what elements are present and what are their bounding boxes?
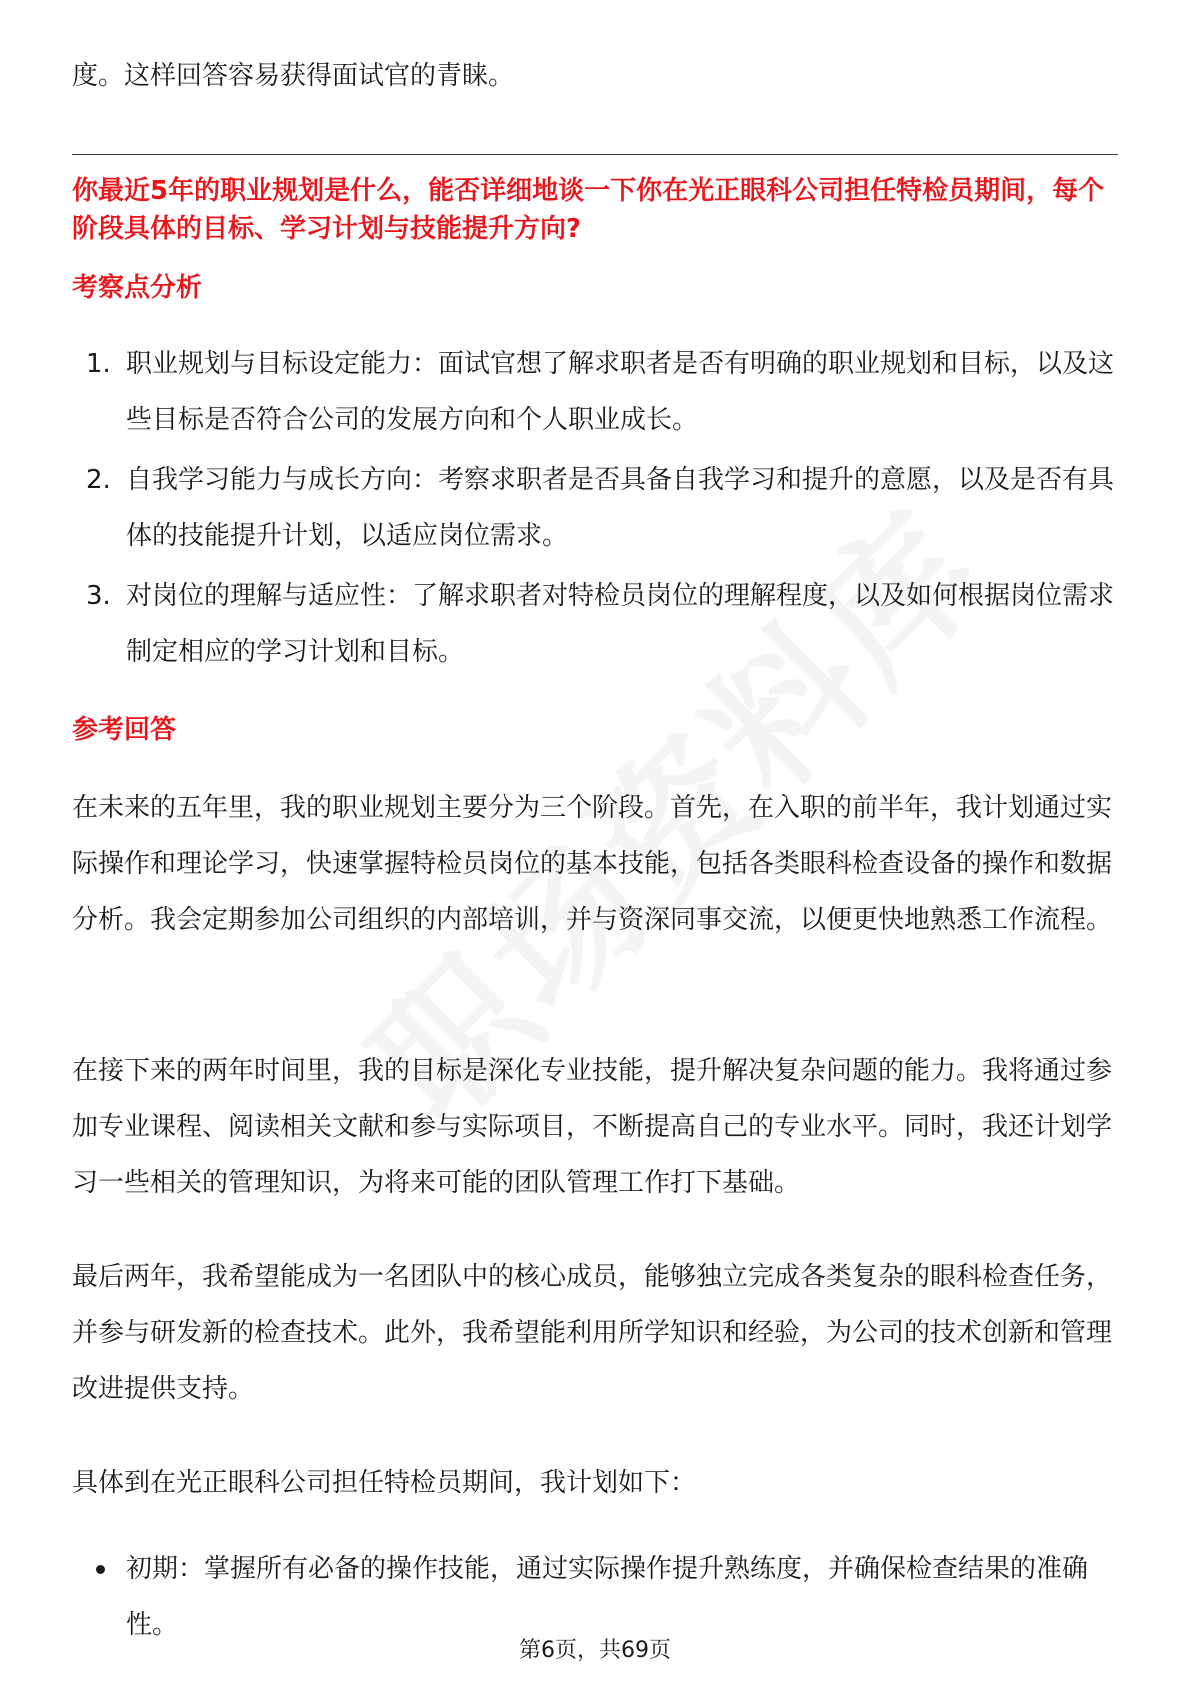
analysis-list: [72, 336, 1118, 684]
plan-item-text: 初期：掌握所有必备的操作技能，通过实际操作提升熟练度，并确保检查结果的准确性。: [126, 1554, 1089, 1640]
analysis-item-text: 自我学习能力与成长方向：考察求职者是否具备自我学习和提升的意愿，以及是否有具体的技能提升计划，以适应岗位需求。: [126, 465, 1115, 551]
answer-title: 参考回答: [72, 715, 177, 745]
bullet-icon: [96, 1565, 105, 1574]
document-page: [72, 0, 1118, 1684]
analysis-item: [72, 336, 1118, 448]
analysis-item: [72, 452, 1118, 564]
analysis-item-number: 2.: [86, 465, 111, 495]
analysis-item: [72, 568, 1118, 680]
analysis-item-text: 职业规划与目标设定能力：面试官想了解求职者是否有明确的职业规划和目标，以及这些目标是否符合公司的发展方向和个人职业成长。: [126, 349, 1115, 435]
analysis-item-number: 3.: [86, 581, 111, 611]
answer-paragraph: 在未来的五年里，我的职业规划主要分为三个阶段。首先，在入职的前半年，我计划通过实际操作和理论学习，快速掌握特检员岗位的基本技能，包括各类眼科检查设备的操作和数据分析。我会定期参加公司组织的内部培训，并与资深同事交流，以便更快地熟悉工作流程。: [72, 793, 1113, 935]
answer-paragraph: 最后两年，我希望能成为一名团队中的核心成员，能够独立完成各类复杂的眼科检查任务，并参与研发新的检查技术。此外，我希望能利用所学知识和经验，为公司的技术创新和管理改进提供支持。: [72, 1262, 1113, 1404]
answer-paragraph: 具体到在光正眼科公司担任特检员期间，我计划如下：: [72, 1468, 697, 1498]
answer-paragraph: 在接下来的两年时间里，我的目标是深化专业技能，提升解决复杂问题的能力。我将通过参加专业课程、阅读相关文献和参与实际项目，不断提高自己的专业水平。同时，我还计划学习一些相关的管理知识，为将来可能的团队管理工作打下基础。: [72, 1056, 1113, 1198]
analysis-title: 考察点分析: [72, 273, 203, 303]
analysis-item-number: 1.: [86, 349, 111, 379]
analysis-item-text: 对岗位的理解与适应性：了解求职者对特检员岗位的理解程度，以及如何根据岗位需求制定相应的学习计划和目标。: [126, 581, 1115, 667]
section-divider: [72, 154, 1118, 155]
question-heading: 你最近5年的职业规划是什么，能否详细地谈一下你在光正眼科公司担任特检员期间，每个阶段具体的目标、学习计划与技能提升方向?: [72, 176, 1105, 244]
page-footer: 第6页，共69页: [519, 1638, 671, 1663]
top-paragraph: 度。这样回答容易获得面试官的青睐。: [72, 61, 515, 91]
